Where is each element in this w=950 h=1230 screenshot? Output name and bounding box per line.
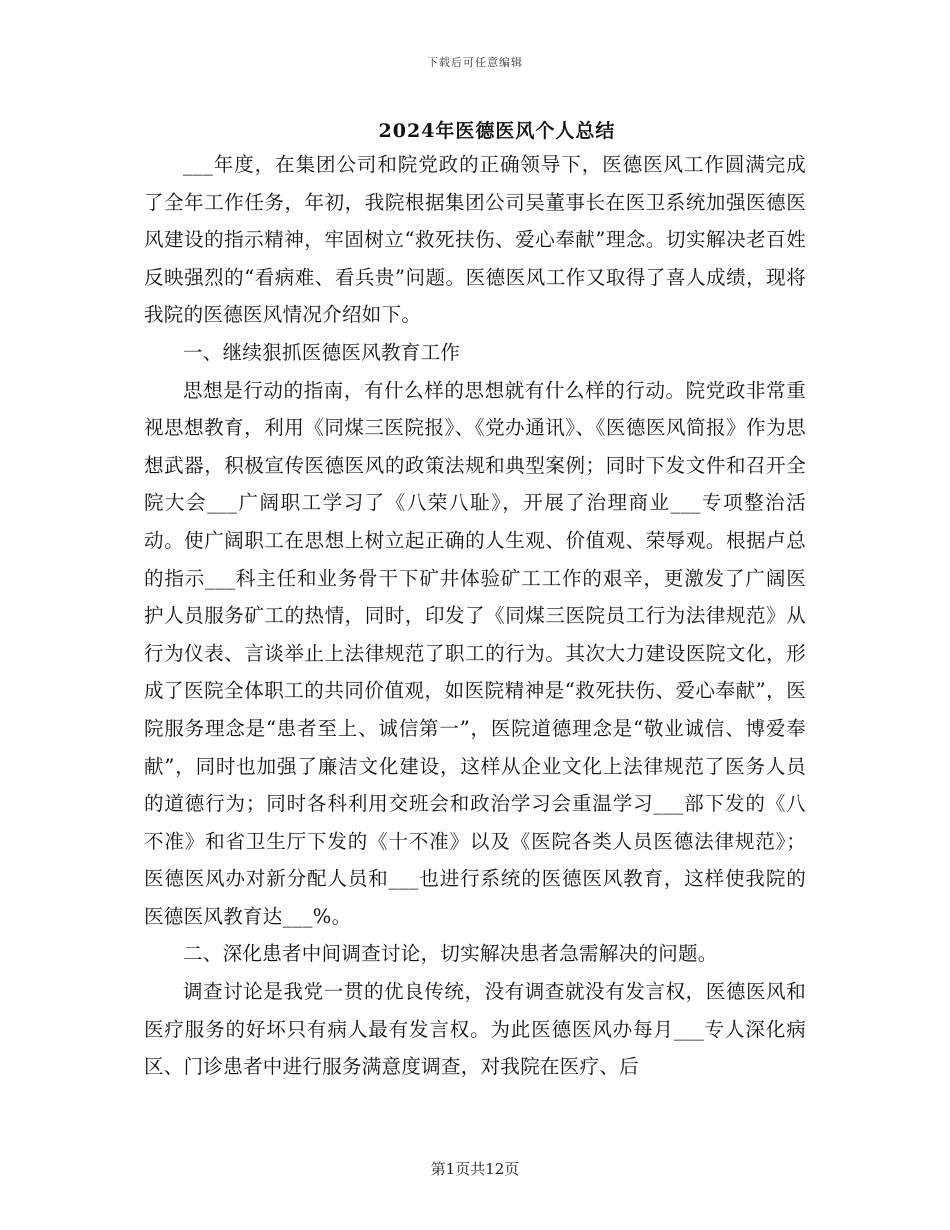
section-heading-2: 二、深化患者中间调查讨论，切实解决患者急需解决的问题。 — [183, 942, 718, 966]
document-title: 2024年医德医风个人总结 — [378, 120, 616, 142]
page-number-footer: 第1页共12页 — [430, 1160, 520, 1178]
paragraph-section-2: 调查讨论是我党一贯的优良传统，没有调查就没有发言权，医德医风和医疗服务的好坏只有病人最有发言权。为此医德医风办每月___专人深化病区、门诊患者中进行服务满意度调查，对我院在医疗、后 — [144, 980, 806, 1079]
section-heading-1: 一、继续狠抓医德医风教育工作 — [183, 340, 461, 364]
document-body — [144, 146, 806, 1086]
paragraph-section-1: 思想是行动的指南，有什么样的思想就有什么样的行动。院党政非常重视思想教育，利用《同煤三医院报》、《党办通讯》、《医德医风简报》作为思想武器，积极宣传医德医风的政策法规和典型案例；同时下发文件和召开全院大会___广阔职工学习了《八荣八耻》，开展了治理商业___专项整治活动。使广阔职工在思想上树立起正确的人生观、价值观、荣辱观。根据卢总的指示___科主任和业务骨干下矿井体验矿工工作的艰辛，更激发了广阔医护人员服务矿工的热情，同时，印发了《同煤三医院员工行为法律规范》从行为仪表、言谈举止上法律规范了职工的行为。其次大力建设医院文化，形成了医院全体职工的共同价值观，如医院精神是“救死扶伤、爱心奉献”，医院服务理念是“患者至上、诚信第一”，医院道德理念是“敬业诚信、博爱奉献”，同时也加强了廉洁文化建设，这样从企业文化上法律规范了医务人员的道德行为；同时各科利用交班会和政治学习会重温学习___部下发的《八不准》和省卫生厅下发的《十不准》以及《医院各类人员医德法律规范》；医德医风办对新分配人员和___也进行系统的医德医风教育，这样使我院的医德医风教育达___%。 — [144, 378, 806, 928]
paragraph-intro: ___年度，在集团公司和院党政的正确领导下，医德医风工作圆满完成了全年工作任务，年初，我院根据集团公司吴董事长在医卫系统加强医德医风建设的指示精神，牢固树立“救死扶伤、爱心奉献”理念。切实解决老百姓反映强烈的“看病难、看兵贵”问题。医德医风工作又取得了喜人成绩，现将我院的医德医风情况介绍如下。 — [144, 153, 806, 327]
header-note: 下载后可任意编辑 — [427, 56, 523, 69]
